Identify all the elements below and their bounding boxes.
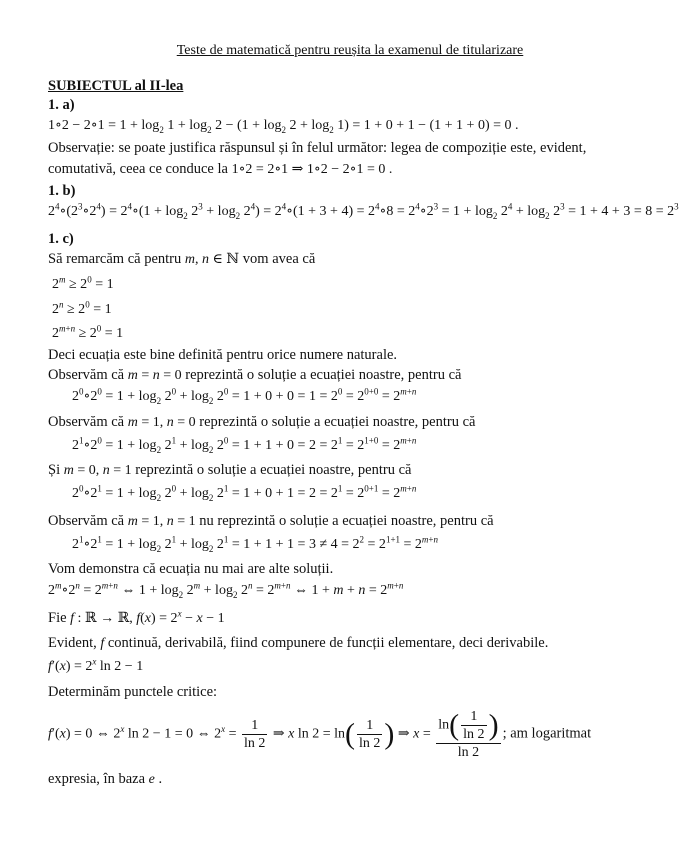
q1c-intro-prefix: Să remarcăm că pentru (48, 251, 182, 267)
obs-1-suffix: reprezintă o soluție a ecuației noastre, pentru că (185, 367, 462, 383)
fraction-x-solution: ln( $\frac{1}{\ln 2}$ ) ln 2 (438, 708, 499, 760)
obs-2-equation: $2^1\circ 2^0 = 1 + \log_2 2^1 + \log_2 2^0 = 1 + 1 + 0 = 2 = 2^1 = 2^{1+0} = 2^{m+n}$ (72, 435, 417, 455)
obs-2-suffix: reprezintă o soluție a ecuației noastre, pentru că (199, 414, 476, 430)
log-note: ; am logaritmat (502, 725, 592, 742)
q1c-intro-suffix: vom avea că (242, 251, 316, 267)
critical-point-equation: f′(x) = 0 ⇔ 2$^x$ ln 2 − 1 = 0 ⇔ $2^x$ = $\frac{1}{\ln 2}$ ⇒ x ln 2 = ln( $\frac{1}{\ln 2}$ ) ⇒ x = ln( $\frac{1}{\ln 2}$ ) ln 2 ; am logaritmat (48, 708, 592, 760)
q1b-equation: $2^4\circ(2^3\circ 2^4)$ = $2^4\circ(1 + \log_2 2^3 + \log_2 2^4)$ = $2^4\circ(1 + 3 + 4)$ = $2^4\circ 8$ = $2^4\circ 2^3 = 1 + \log_2 2^4 + \log_2 2^3 = 1 + 4 + 3 = 8 = 2^3$ (48, 201, 679, 221)
ineq-1: $2^m \ge 2^0 = 1$ (52, 274, 114, 292)
q1a-observation-line2: comutativă, ceea ce conduce la 1∘2 = 2∘1 ⇒ 1∘2 − 2∘1 = 0 . (48, 161, 393, 177)
obs-4: Observăm că m = 1, n = 1 nu reprezintă o soluție a ecuației noastre, pentru că (48, 513, 494, 529)
evident-line: Evident, f continuă, derivabilă, fiind compunere de funcții elementare, deci derivabile. (48, 635, 549, 651)
q1c-intro: Să remarcăm că pentru m, n ∈ ℕ vom avea că (48, 251, 316, 267)
evident-suffix: continuă, derivabilă, fiind compunere de funcții elementare, deci derivabile. (107, 635, 549, 651)
critical-points-heading: Determinăm punctele critice: (48, 684, 218, 700)
q1a-label: 1. a) (48, 97, 75, 113)
evident-word: Evident, (48, 635, 97, 651)
obs-2-prefix: Observăm că (48, 414, 125, 430)
q1c-conclusion: Deci ecuația este bine definită pentru orice numere naturale. (48, 347, 398, 363)
equivalence-equation: $2^m\circ 2^n = 2^{m+n}$ ⇔ $1 + \log_2 2^m + \log_2 2^n = 2^{m+n}$ ⇔ $1 + m + n = 2^{m+n}$ (48, 580, 404, 600)
q1a-observation-line1: Observație: se poate justifica răspunsul și în felul următor: legea de compoziție este, evident, (48, 140, 587, 156)
obs-1-prefix: Observăm că (48, 367, 125, 383)
obs-3-equation: $2^0\circ 2^1 = 1 + \log_2 2^0 + \log_2 2^1 = 1 + 0 + 1 = 2 = 2^1 = 2^{0+1} = 2^{m+n}$ (72, 483, 417, 503)
fie-word: Fie (48, 610, 67, 626)
derivative-equation: $f'(x) = 2^x$ ln 2 − 1 (48, 656, 144, 674)
obs-3-suffix: reprezintă o soluție a ecuației noastre, pentru că (135, 462, 412, 478)
ineq-2: $2^n \ge 2^0 = 1$ (52, 299, 112, 317)
page-title: Teste de matematică pentru reușita la examenul de titularizare (176, 43, 524, 58)
fraction-1-over-ln2-b: $\frac{1}{\ln 2}$ (359, 718, 381, 751)
obs-2: Observăm că m = 1, n = 0 reprezintă o soluție a ecuației noastre, pentru că (48, 414, 476, 430)
q1a-equation: 1∘2 − 2∘1 = $1 + \log_2 1 + \log_2 2 - (1 + \log_2 2 + \log_2 1) = 1 + 0 + 1 - (1 + 1 + 0) = 0$ . (48, 118, 519, 135)
obs-4-suffix: nu reprezintă o soluție a ecuației noastre, pentru că (199, 513, 494, 529)
log-note-line2: expresia, în baza e . (48, 771, 163, 787)
obs-4-prefix: Observăm că (48, 513, 125, 529)
fraction-inner: $\frac{1}{\ln 2}$ (463, 709, 485, 742)
q1c-label: 1. c) (48, 231, 74, 247)
obs-4-equation: $2^1\circ 2^1 = 1 + \log_2 2^1 + \log_2 2^1 = 1 + 1 + 1 = 3 \ne 4 = 2^2 = 2^{1+1} = 2^{m+n}$ (72, 534, 438, 554)
q1c-demonstrate: Vom demonstra că ecuația nu mai are alte soluții. (48, 561, 334, 577)
fraction-1-over-ln2: $\frac{1}{\ln 2}$ (244, 718, 266, 751)
log-note-2: expresia, în baza (48, 771, 146, 787)
ineq-3: $2^{m+n} \ge 2^0 = 1$ (52, 323, 124, 341)
obs-3-prefix: Și (48, 462, 61, 478)
q1a-observation-prefix: comutativă, ceea ce conduce la (48, 161, 228, 177)
obs-1-equation: $2^0\circ 2^0 = 1 + \log_2 2^0 + \log_2 2^0 = 1 + 0 + 0 = 1 = 2^0 = 2^{0+0} = 2^{m+n}$ (72, 386, 417, 406)
function-definition: Fie f : ℝ → ℝ, $f(x) = 2^x - x - 1$ (48, 608, 225, 626)
obs-3: Și m = 0, n = 1 reprezintă o soluție a ecuației noastre, pentru că (48, 462, 412, 478)
q1b-label: 1. b) (48, 183, 76, 199)
subject-heading: SUBIECTUL al II-lea (48, 78, 184, 94)
obs-1: Observăm că m = n = 0 reprezintă o soluție a ecuației noastre, pentru că (48, 367, 462, 383)
